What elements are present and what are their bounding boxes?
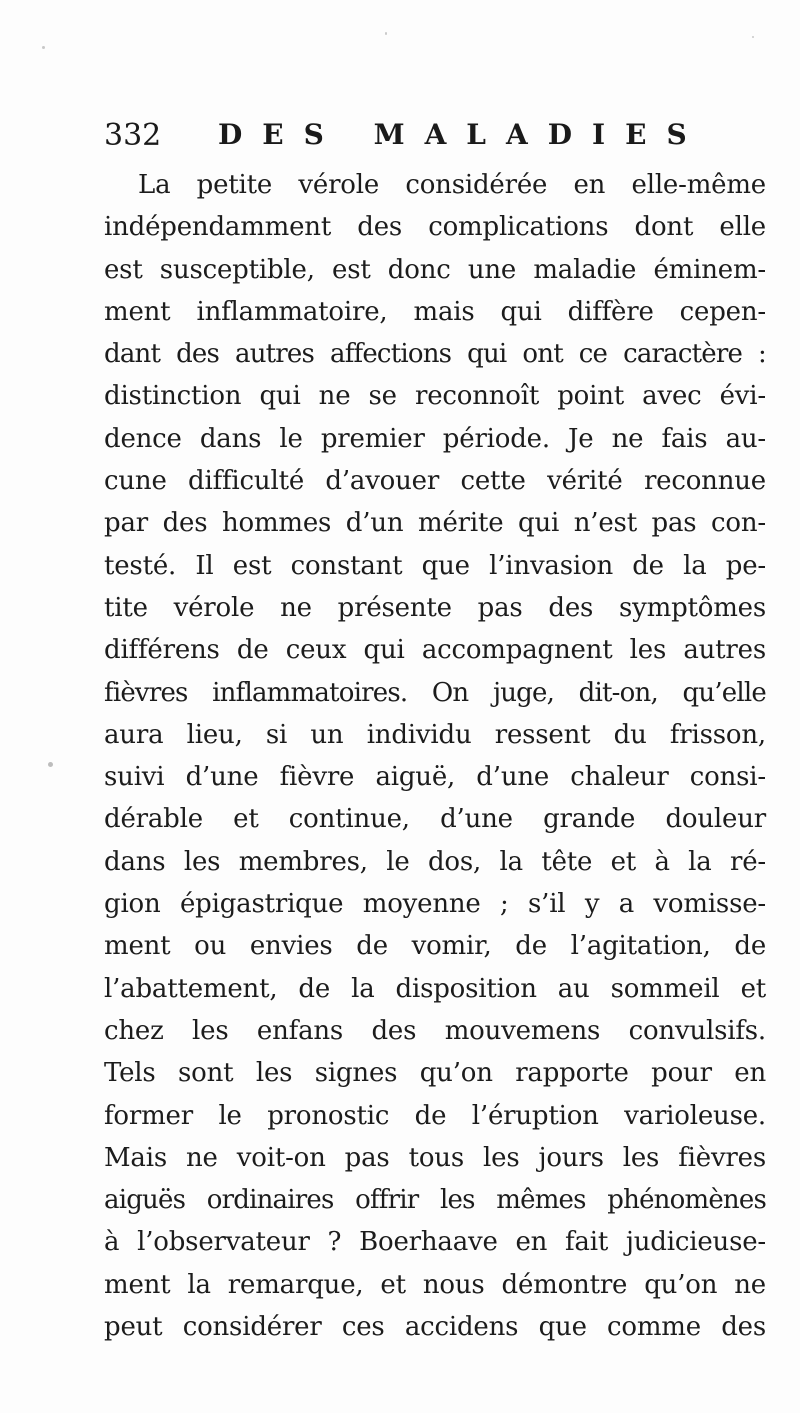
body-text (104, 164, 766, 1348)
text-line: différens de ceux qui accompagnent les autres (104, 635, 766, 666)
paper-speck (48, 762, 53, 767)
text-line: suivi d’une fièvre aiguë, d’une chaleur consi- (104, 762, 766, 793)
text-line: cune difficulté d’avouer cette vérité reconnue (104, 466, 766, 497)
text-line: dant des autres affections qui ont ce caractère : (104, 339, 766, 370)
text-line: ment ou envies de vomir, de l’agitation, de (104, 931, 766, 962)
text-line: à l’observateur ? Boerhaave en fait judicieuse- (104, 1227, 766, 1258)
text-line: est susceptible, est donc une maladie éminem- (104, 254, 766, 285)
text-line: aura lieu, si un individu ressent du frisson, (104, 719, 766, 750)
paper-speck (385, 32, 387, 35)
text-line: par des hommes d’un mérite qui n’est pas con- (104, 508, 766, 539)
text-line: Tels sont les signes qu’on rapporte pour en (104, 1058, 766, 1089)
text-line: indépendamment des complications dont elle (104, 212, 766, 243)
text-line: gion épigastrique moyenne ; s’il y a vomisse- (104, 889, 766, 920)
text-line: distinction qui ne se reconnoît point avec évi- (104, 381, 766, 412)
running-title: DES MALADIES (218, 118, 707, 151)
text-line: chez les enfans des mouvemens convulsifs. (104, 1015, 766, 1046)
text-line: l’abattement, de la disposition au sommeil et (104, 973, 766, 1004)
text-line: Mais ne voit-on pas tous les jours les fièvres (104, 1142, 766, 1173)
page-number: 332 (104, 118, 162, 153)
running-head (104, 112, 764, 160)
text-line: dérable et continue, d’une grande douleur (104, 804, 766, 835)
paper-speck (42, 46, 45, 49)
text-line: tite vérole ne présente pas des symptômes (104, 592, 766, 623)
text-line: aiguës ordinaires offrir les mêmes phénomènes (104, 1185, 766, 1216)
text-line: ment inflammatoire, mais qui diffère cepen- (104, 296, 766, 327)
text-line: dans les membres, le dos, la tête et à la ré- (104, 846, 766, 877)
text-line: former le pronostic de l’éruption varioleuse. (104, 1100, 766, 1131)
text-line: fièvres inflammatoires. On juge, dit-on, qu’elle (104, 677, 766, 708)
text-line: testé. Il est constant que l’invasion de la pe- (104, 550, 766, 581)
text-line: dence dans le premier période. Je ne fais au- (104, 423, 766, 454)
text-line: La petite vérole considérée en elle-même (138, 170, 766, 200)
text-line: ment la remarque, et nous démontre qu’on ne (104, 1269, 766, 1300)
text-line: peut considérer ces accidens que comme des (104, 1312, 766, 1343)
paper-speck (752, 36, 754, 38)
